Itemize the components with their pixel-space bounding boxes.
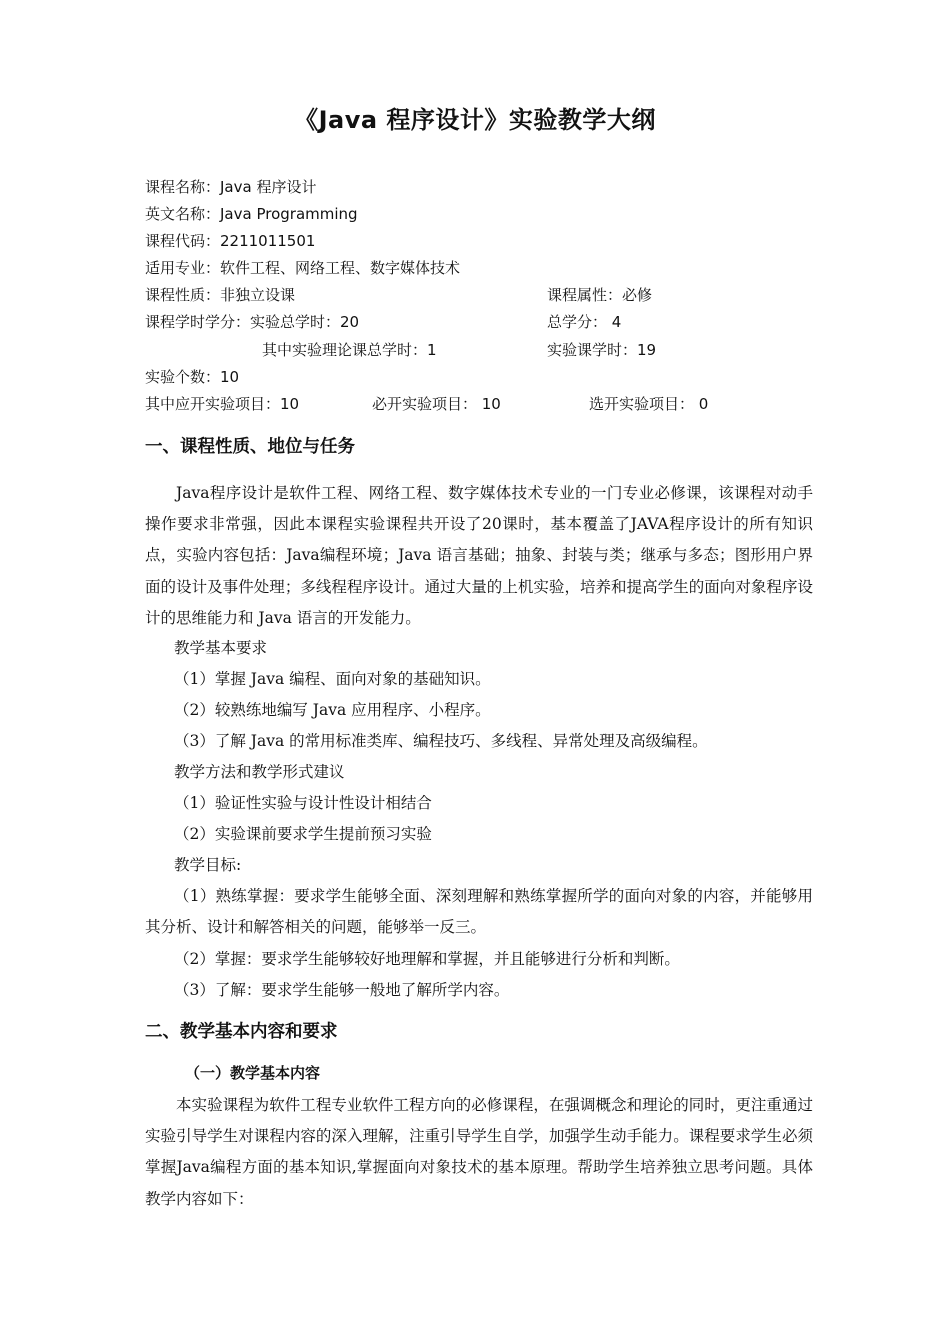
method-item: （1）验证性实验与设计性设计相结合 xyxy=(174,794,432,812)
section2-paragraph: 本实验课程为软件工程专业软件工程方向的必修课程，在强调概念和理论的同时，更注重通过实验引导学生对课程内容的深入理解，注重引导学生自学，加强学生动手能力。课程要求学生必须掌握Java编程方面的基本知识,掌握面向对象技术的基本原理。帮助学生培养独立思考问题。具体教学内容如下： xyxy=(145,1096,813,1208)
section1-paragraph: Java程序设计是软件工程、网络工程、数字媒体技术专业的一门专业必修课，该课程对动手操作要求非常强，因此本课程实验课程共开设了20课时，基本覆盖了JAVA程序设计的所有知识点，实验内容包括：Java编程环境；Java 语言基础；抽象、封装与类；继承与多态；图形用户界面的设计及事件处理；多线程程序设计。通过大量的上机实验，培养和提高学生的面向对象程序设计的思维能力和 Java 语言的开发能力。 xyxy=(145,484,813,627)
method-item: （2）实验课前要求学生提前预习实验 xyxy=(174,825,432,843)
optional-open-projects: 选开实验项目： 0 xyxy=(589,395,709,413)
requirements-title: 教学基本要求 xyxy=(174,639,268,657)
requirement-item: （3）了解 Java 的常用标准类库、编程技巧、多线程、异常处理及高级编程。 xyxy=(174,732,708,750)
requirement-item: （1）掌握 Java 编程、面向对象的基础知识。 xyxy=(174,670,491,688)
experiment-count: 实验个数：10 xyxy=(145,368,240,386)
english-name: 英文名称：Java Programming xyxy=(145,205,358,223)
document-title: 《Java 程序设计》实验教学大纲 xyxy=(294,106,656,134)
section2-heading: 二、教学基本内容和要求 xyxy=(145,1022,338,1042)
course-code: 课程代码：2211011501 xyxy=(145,232,316,250)
goals-title: 教学目标: xyxy=(174,856,242,874)
section1-heading: 一、课程性质、地位与任务 xyxy=(145,437,355,457)
must-open-projects: 必开实验项目： 10 xyxy=(372,395,501,413)
course-hours: 课程学时学分：实验总学时：20 xyxy=(145,313,360,331)
course-attribute: 课程属性：必修 xyxy=(547,286,653,304)
section2-subheading: （一）教学基本内容 xyxy=(185,1064,321,1082)
course-nature: 课程性质：非独立设课 xyxy=(145,286,296,304)
applicable-majors: 适用专业：软件工程、网络工程、数字媒体技术 xyxy=(145,259,461,277)
total-credit: 总学分： 4 xyxy=(547,313,622,331)
goal-item: （3）了解：要求学生能够一般地了解所学内容。 xyxy=(174,981,510,999)
lab-hours: 实验课学时：19 xyxy=(547,341,657,359)
theory-hours: 其中实验理论课总学时：1 xyxy=(262,341,437,359)
should-open-projects: 其中应开实验项目：10 xyxy=(145,395,300,413)
goal-item: （1）熟练掌握：要求学生能够全面、深刻理解和熟练掌握所学的面向对象的内容，并能够用其分析、设计和解答相关的问题，能够举一反三。 xyxy=(145,887,813,937)
course-name: 课程名称：Java 程序设计 xyxy=(145,178,317,196)
methods-title: 教学方法和教学形式建议 xyxy=(174,763,345,781)
goal-item: （2）掌握：要求学生能够较好地理解和掌握，并且能够进行分析和判断。 xyxy=(174,950,680,968)
requirement-item: （2）较熟练地编写 Java 应用程序、小程序。 xyxy=(174,701,491,719)
